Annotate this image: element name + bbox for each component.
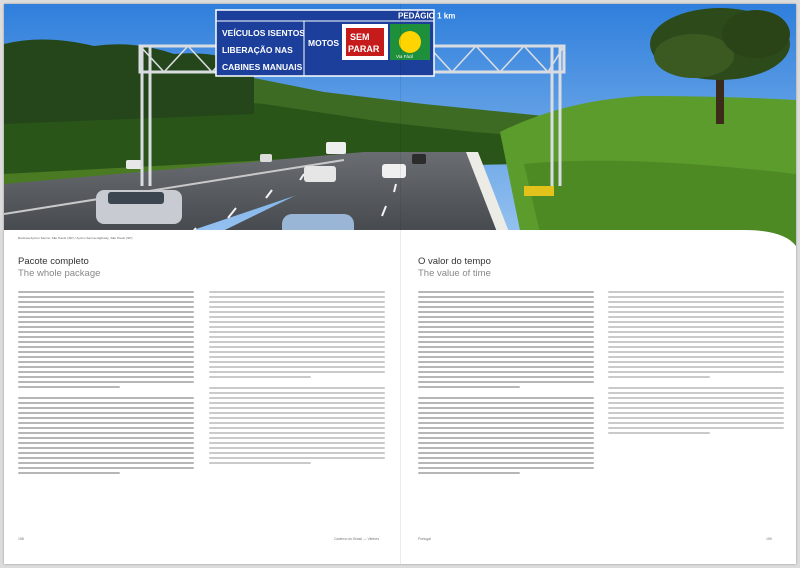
sign-motos: MOTOS: [308, 38, 340, 48]
sign-brand-1: SEM: [350, 32, 370, 42]
yellow-roadside-sign: [524, 186, 554, 196]
right-running-head: Portugal: [418, 537, 432, 541]
sign-via-label: Via Fácil: [396, 54, 414, 59]
right-title-en: The value of time: [418, 268, 491, 279]
left-running-head: Caderno do Brasil — Vitrines: [334, 537, 380, 541]
sign-line-1: VEÍCULOS ISENTOS: [222, 28, 305, 38]
sign-line-2: LIBERAÇÃO NAS: [222, 45, 293, 55]
right-column-portuguese: [418, 291, 594, 483]
left-column-portuguese: [18, 291, 194, 483]
left-page-number: 158: [18, 537, 24, 541]
right-page-number: 159: [766, 537, 772, 541]
left-title-pt: Pacote completo: [18, 256, 89, 267]
sign-top-label: PEDÁGIO 1 km: [398, 11, 456, 21]
sign-line-3: CABINES MANUAIS: [222, 62, 303, 72]
left-title-en: The whole package: [18, 268, 101, 279]
right-column-english: [608, 291, 784, 443]
magazine-spread: [4, 4, 796, 564]
page-fold: [400, 4, 401, 564]
left-column-english: [209, 291, 385, 473]
photo-caption: Rodovia Ayrton Senna, São Paulo (SP) / Ayrton Senna Highway, São Paulo (SP): [18, 236, 133, 240]
right-title-pt: O valor do tempo: [418, 256, 491, 267]
sign-brand-2: PARAR: [348, 44, 380, 54]
